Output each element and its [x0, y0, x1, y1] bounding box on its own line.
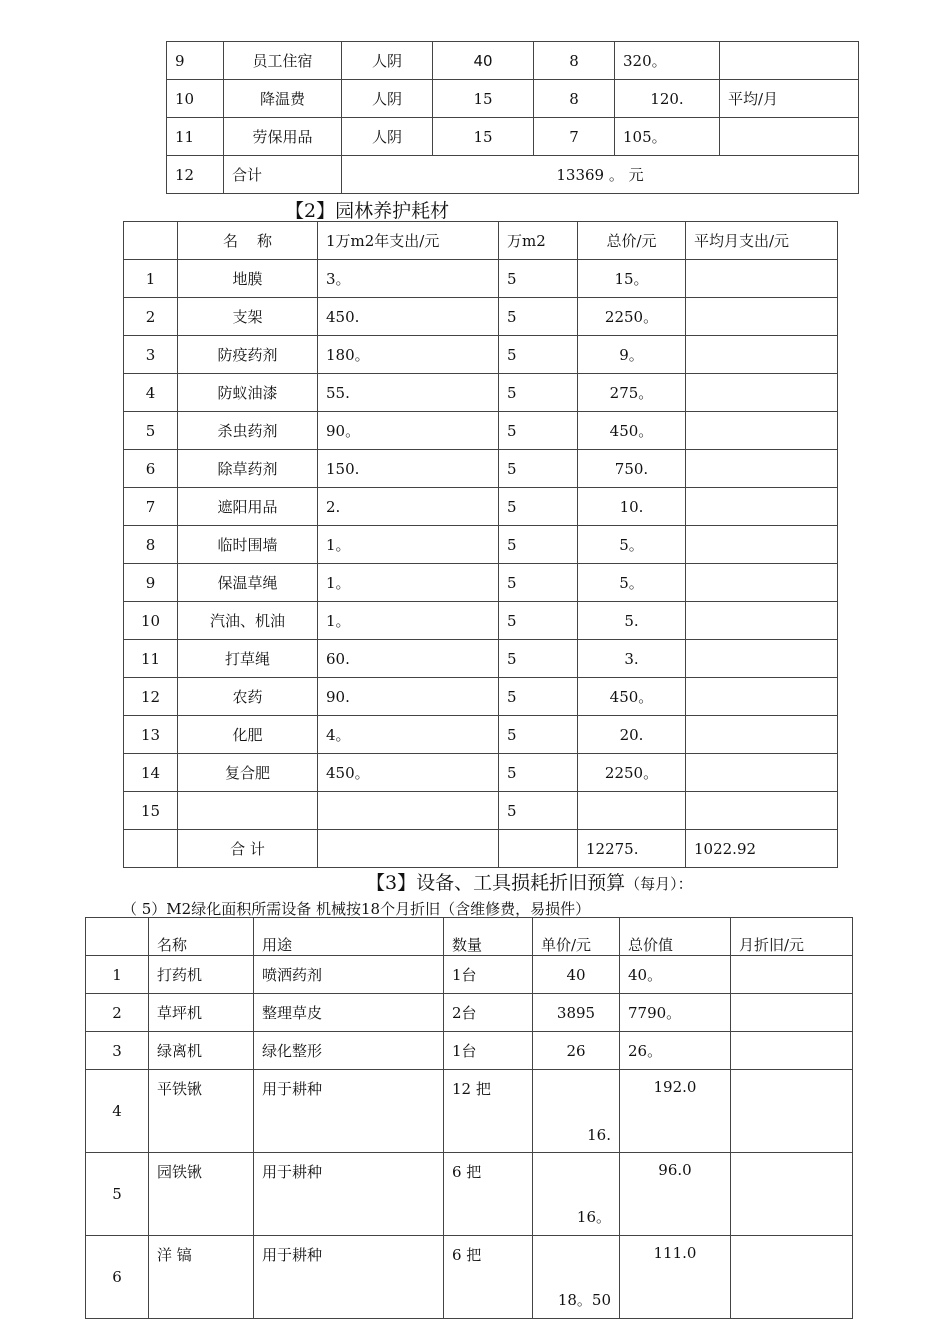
item-months: 7: [534, 118, 615, 156]
header-per-area-cost: 1万m2年支出/元: [318, 222, 499, 260]
row-number: 2: [86, 994, 149, 1032]
item-note: 平均/月: [720, 80, 859, 118]
section-3-title-main: 【3】设备、工具损耗折旧预算: [366, 872, 626, 894]
item-amount: 320。: [615, 42, 720, 80]
table-row: [86, 956, 853, 994]
item-name: 防蚁油漆: [178, 374, 318, 412]
per-area-cost: 450。: [318, 754, 499, 792]
item-use: 绿化整形: [254, 1032, 444, 1070]
item-name: 打药机: [149, 956, 254, 994]
per-area-cost: [318, 792, 499, 830]
row-number: 5: [86, 1153, 149, 1236]
table-row: [86, 1153, 853, 1236]
row-number: 8: [124, 526, 178, 564]
per-area-cost: 90.: [318, 678, 499, 716]
item-quantity: 40: [433, 42, 534, 80]
table-row: [124, 716, 838, 754]
item-name: 除草药剂: [178, 450, 318, 488]
item-name: 支架: [178, 298, 318, 336]
item-name: 杀虫药剂: [178, 412, 318, 450]
per-area-cost: 1。: [318, 564, 499, 602]
area: 5: [499, 336, 578, 374]
row-number: 15: [124, 792, 178, 830]
monthly-cost: [686, 716, 838, 754]
area: 5: [499, 260, 578, 298]
item-name: 复合肥: [178, 754, 318, 792]
total-price: 2250。: [578, 298, 686, 336]
monthly-cost: [686, 678, 838, 716]
area: 5: [499, 754, 578, 792]
header-total-value: 总价值: [620, 918, 731, 956]
table-row: [124, 450, 838, 488]
item-quantity: 15: [433, 118, 534, 156]
monthly-depreciation: [731, 1032, 853, 1070]
row-number: 11: [167, 118, 224, 156]
table-row: [86, 994, 853, 1032]
monthly-cost: [686, 526, 838, 564]
total-price: [578, 792, 686, 830]
row-number: 13: [124, 716, 178, 754]
item-unit: 人阴: [342, 80, 433, 118]
unit-price: 26: [533, 1032, 620, 1070]
total-price: 15。: [578, 260, 686, 298]
monthly-cost: [686, 260, 838, 298]
item-name: 农药: [178, 678, 318, 716]
per-area-cost: 450.: [318, 298, 499, 336]
table-row: [124, 298, 838, 336]
table-row: [124, 640, 838, 678]
table-row: [124, 678, 838, 716]
row-number: 12: [124, 678, 178, 716]
monthly-depreciation: [731, 1153, 853, 1236]
item-name: 遮阳用品: [178, 488, 318, 526]
monthly-cost: [686, 754, 838, 792]
item-quantity: 6 把: [444, 1236, 533, 1319]
monthly-depreciation: [731, 1236, 853, 1319]
item-unit: 人阴: [342, 118, 433, 156]
area: 5: [499, 374, 578, 412]
monthly-cost: [686, 792, 838, 830]
monthly-depreciation: [731, 1070, 853, 1153]
item-note: [720, 118, 859, 156]
row-number: 9: [167, 42, 224, 80]
item-name: 化肥: [178, 716, 318, 754]
item-quantity: 2台: [444, 994, 533, 1032]
item-name: 保温草绳: [178, 564, 318, 602]
unit-price: 16.: [533, 1070, 620, 1153]
item-months: 8: [534, 80, 615, 118]
table-row: [86, 1236, 853, 1319]
total-price: 9。: [578, 336, 686, 374]
header-monthly-cost: 平均月支出/元: [686, 222, 838, 260]
item-name: 汽油、机油: [178, 602, 318, 640]
monthly-cost: [686, 602, 838, 640]
per-area-cost: 2.: [318, 488, 499, 526]
empty-cell: [318, 830, 499, 868]
item-name: 员工住宿: [224, 42, 342, 80]
row-number: 11: [124, 640, 178, 678]
row-number: 3: [124, 336, 178, 374]
header-unit-price: 单价/元: [533, 918, 620, 956]
item-name: 草坪机: [149, 994, 254, 1032]
area: 5: [499, 488, 578, 526]
total-price: 450。: [578, 412, 686, 450]
item-amount: 105。: [615, 118, 720, 156]
per-area-cost: 4。: [318, 716, 499, 754]
row-number: 6: [86, 1236, 149, 1319]
monthly-cost: [686, 298, 838, 336]
total-price: 450。: [578, 678, 686, 716]
table-row: [124, 374, 838, 412]
area: 5: [499, 564, 578, 602]
header-quantity: 数量: [444, 918, 533, 956]
table-row: [167, 42, 859, 80]
area: 5: [499, 526, 578, 564]
per-area-cost: 150.: [318, 450, 499, 488]
total-label: 合计: [224, 156, 342, 194]
area: 5: [499, 716, 578, 754]
monthly-cost: [686, 640, 838, 678]
monthly-cost: [686, 488, 838, 526]
header-name: 名称: [149, 918, 254, 956]
row-number: 12: [167, 156, 224, 194]
item-name: 洋 镐: [149, 1236, 254, 1319]
total-price: 2250。: [578, 754, 686, 792]
table-row: [124, 602, 838, 640]
total-value: 111.0: [620, 1236, 731, 1319]
header-no: [86, 918, 149, 956]
per-area-cost: 180。: [318, 336, 499, 374]
header-area: 万m2: [499, 222, 578, 260]
header-monthly-depreciation: 月折旧/元: [731, 918, 853, 956]
total-value: 96.0: [620, 1153, 731, 1236]
item-months: 8: [534, 42, 615, 80]
table-row: [124, 412, 838, 450]
monthly-amount: 1022.92: [686, 830, 838, 868]
unit-price: 40: [533, 956, 620, 994]
item-use: 整理草皮: [254, 994, 444, 1032]
area: 5: [499, 298, 578, 336]
total-label: 合 计: [178, 830, 318, 868]
total-row: [124, 830, 838, 868]
monthly-depreciation: [731, 956, 853, 994]
item-note: [720, 42, 859, 80]
header-name: 名 称: [178, 222, 318, 260]
monthly-cost: [686, 336, 838, 374]
area: 5: [499, 792, 578, 830]
row-number: 4: [86, 1070, 149, 1153]
row-number: 2: [124, 298, 178, 336]
total-value: 40。: [620, 956, 731, 994]
table-row: [124, 488, 838, 526]
total-value: 192.0: [620, 1070, 731, 1153]
item-use: 用于耕种: [254, 1070, 444, 1153]
monthly-depreciation: [731, 994, 853, 1032]
unit-price: 16。: [533, 1153, 620, 1236]
header-total-price: 总价/元: [578, 222, 686, 260]
total-amount: 12275.: [578, 830, 686, 868]
table-row: [124, 754, 838, 792]
area: 5: [499, 640, 578, 678]
row-number: 3: [86, 1032, 149, 1070]
item-name: 临时围墙: [178, 526, 318, 564]
total-price: 5。: [578, 526, 686, 564]
total-value: 7790。: [620, 994, 731, 1032]
row-number: 1: [86, 956, 149, 994]
table-row: [167, 118, 859, 156]
section-3-title: [366, 868, 693, 895]
table-row: [86, 1070, 853, 1153]
total-row: [167, 156, 859, 194]
header-use: 用途: [254, 918, 444, 956]
consumables-table: [123, 221, 838, 868]
total-price: 10.: [578, 488, 686, 526]
item-quantity: 12 把: [444, 1070, 533, 1153]
total-price: 275。: [578, 374, 686, 412]
monthly-cost: [686, 564, 838, 602]
per-area-cost: 90。: [318, 412, 499, 450]
row-number: 6: [124, 450, 178, 488]
total-value: 13369 。 元: [342, 156, 859, 194]
empty-cell: [499, 830, 578, 868]
area: 5: [499, 602, 578, 640]
table-header-row: [86, 918, 853, 956]
item-use: 用于耕种: [254, 1153, 444, 1236]
empty-cell: [124, 830, 178, 868]
item-quantity: 1台: [444, 1032, 533, 1070]
row-number: 14: [124, 754, 178, 792]
item-quantity: 6 把: [444, 1153, 533, 1236]
table-row: [124, 336, 838, 374]
header-no: [124, 222, 178, 260]
item-name: 打草绳: [178, 640, 318, 678]
per-area-cost: 60.: [318, 640, 499, 678]
item-name: 地膜: [178, 260, 318, 298]
table-row: [167, 80, 859, 118]
total-price: 5.: [578, 602, 686, 640]
item-name: 降温费: [224, 80, 342, 118]
item-name: 劳保用品: [224, 118, 342, 156]
per-area-cost: 1。: [318, 602, 499, 640]
area: 5: [499, 678, 578, 716]
row-number: 10: [124, 602, 178, 640]
personnel-cost-table: [166, 41, 859, 194]
monthly-cost: [686, 450, 838, 488]
unit-price: 3895: [533, 994, 620, 1032]
item-unit: 人阴: [342, 42, 433, 80]
per-area-cost: 3。: [318, 260, 499, 298]
total-price: 750.: [578, 450, 686, 488]
unit-price: 18。50: [533, 1236, 620, 1319]
row-number: 10: [167, 80, 224, 118]
per-area-cost: 1。: [318, 526, 499, 564]
table-row: [86, 1032, 853, 1070]
section-2-title: 【2】园林养护耗材: [285, 200, 450, 222]
item-quantity: 15: [433, 80, 534, 118]
total-price: 5。: [578, 564, 686, 602]
table-row: [124, 564, 838, 602]
item-use: 用于耕种: [254, 1236, 444, 1319]
table-row: [124, 260, 838, 298]
row-number: 7: [124, 488, 178, 526]
row-number: 9: [124, 564, 178, 602]
table-header-row: [124, 222, 838, 260]
total-price: 20.: [578, 716, 686, 754]
item-amount: 120.: [615, 80, 720, 118]
per-area-cost: 55.: [318, 374, 499, 412]
item-name: 平铁锹: [149, 1070, 254, 1153]
item-name: 园铁锹: [149, 1153, 254, 1236]
section-3-note: （ 5）M2绿化面积所需设备 机械按18个月折旧（含维修费，易损件）: [122, 900, 591, 918]
item-name: 防疫药剂: [178, 336, 318, 374]
area: 5: [499, 450, 578, 488]
equipment-depreciation-table: [85, 917, 853, 1319]
item-use: 喷洒药剂: [254, 956, 444, 994]
item-quantity: 1台: [444, 956, 533, 994]
row-number: 4: [124, 374, 178, 412]
area: 5: [499, 412, 578, 450]
monthly-cost: [686, 412, 838, 450]
section-3-title-suffix: （每月）：: [625, 875, 693, 893]
row-number: 5: [124, 412, 178, 450]
total-price: 3.: [578, 640, 686, 678]
item-name: [178, 792, 318, 830]
row-number: 1: [124, 260, 178, 298]
table-row: [124, 792, 838, 830]
table-row: [124, 526, 838, 564]
total-value: 26。: [620, 1032, 731, 1070]
item-name: 绿离机: [149, 1032, 254, 1070]
monthly-cost: [686, 374, 838, 412]
